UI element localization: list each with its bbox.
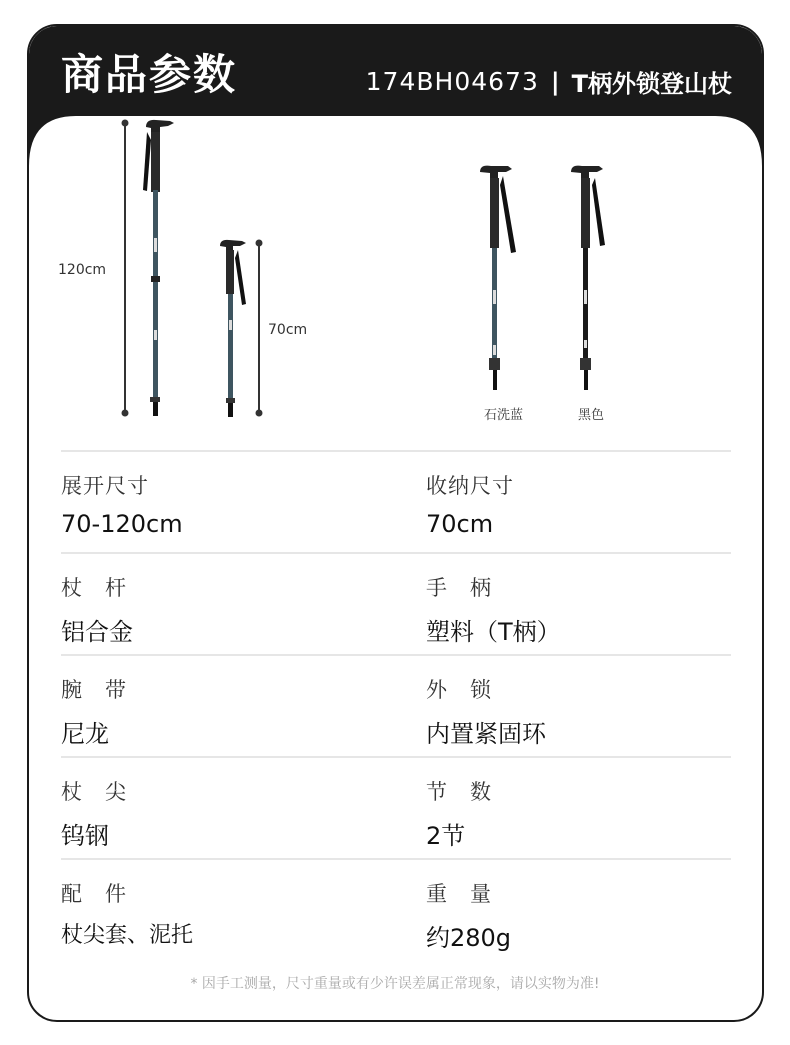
spec-key: 节 数 — [426, 780, 492, 804]
spec-value: 2节 — [426, 822, 466, 850]
spec-cell — [61, 452, 183, 538]
measurement-disclaimer: * 因手工测量，尺寸重量或有少许误差属正常现象，请以实物为准! — [190, 976, 600, 992]
black-pole-illustration — [571, 166, 605, 390]
product-name: T柄外锁登山杖 — [571, 70, 732, 98]
spec-key: 收纳尺寸 — [426, 474, 514, 498]
spec-key: 展开尺寸 — [61, 474, 149, 498]
spec-cell — [426, 656, 546, 749]
spec-row — [61, 450, 731, 552]
spec-cell — [426, 452, 514, 538]
spec-row — [61, 654, 731, 756]
spec-cell — [61, 656, 127, 749]
collapsed-pole-illustration — [220, 240, 246, 417]
extended-pole-illustration — [143, 120, 174, 416]
spec-cell — [426, 860, 511, 953]
model-code: 174BH04673 — [365, 67, 539, 96]
extended-dimension-line — [122, 120, 129, 417]
spec-value: 杖尖套、泥托 — [61, 923, 194, 948]
spec-row — [61, 756, 731, 858]
spec-key: 杖 杆 — [61, 576, 127, 600]
spec-cell — [426, 554, 561, 647]
spec-value: 约280g — [426, 924, 512, 952]
spec-value: 塑料（T柄） — [426, 618, 561, 646]
spec-value: 70-120cm — [61, 510, 183, 538]
spec-key: 手 柄 — [426, 576, 492, 600]
spec-key: 腕 带 — [61, 678, 127, 702]
spec-row — [61, 552, 731, 654]
spec-value: 70cm — [426, 510, 494, 538]
spec-table — [61, 450, 731, 960]
spec-cell — [61, 860, 193, 949]
spec-cell — [61, 554, 133, 647]
stone-blue-pole-illustration — [480, 166, 516, 390]
spec-key: 配 件 — [61, 882, 127, 906]
spec-value: 尼龙 — [61, 720, 109, 748]
extended-length-label: 120cm — [58, 262, 107, 278]
spec-key: 重 量 — [426, 882, 492, 906]
spec-value: 钨钢 — [61, 822, 109, 850]
spec-value: 内置紧固环 — [426, 720, 546, 748]
spec-cell — [426, 758, 492, 851]
collapsed-length-label: 70cm — [268, 322, 308, 338]
spec-cell — [61, 758, 127, 851]
product-illustration — [0, 0, 790, 440]
spec-value: 铝合金 — [61, 618, 133, 646]
collapsed-dimension-line — [256, 240, 263, 417]
page-title: 商品参数 — [61, 50, 238, 99]
color-label-stone-blue: 石洗蓝 — [484, 408, 524, 423]
header-separator: | — [550, 67, 560, 96]
spec-key: 杖 尖 — [61, 780, 127, 804]
spec-row — [61, 858, 731, 960]
color-label-black: 黑色 — [578, 408, 605, 423]
spec-key: 外 锁 — [426, 678, 492, 702]
